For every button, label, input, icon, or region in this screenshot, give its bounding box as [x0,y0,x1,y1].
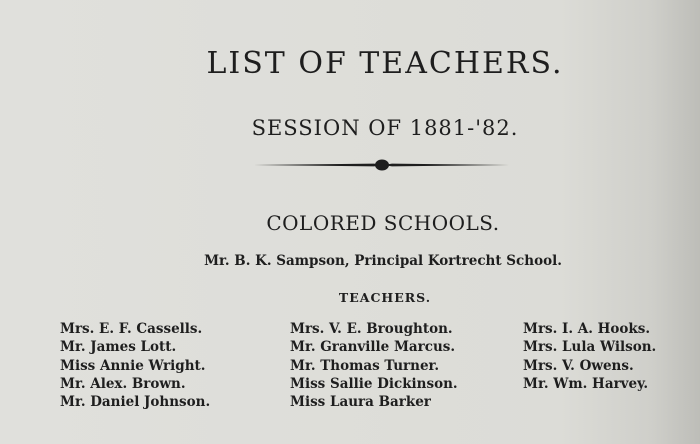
teacher-name: Mr. Granville Marcus. [290,339,456,356]
teachers-heading: TEACHERS. [338,290,432,305]
teacher-name: Miss Sallie Dickinson. [290,375,458,392]
teacher-name: Miss Laura Barker [290,394,431,411]
teacher-name: Mr. Thomas Turner. [290,357,440,374]
teacher-name: Mrs. V. E. Broughton. [290,321,453,337]
teacher-name: Mrs. I. A. Hooks. [523,321,651,337]
page-title: LIST OF TEACHERS. [206,46,564,81]
teacher-name: Mr. James Lott. [60,339,177,356]
ornamental-divider [254,155,512,175]
teacher-column-2 [290,320,458,411]
teacher-name: Mrs. Lula Wilson. [523,339,657,356]
principal-line: Mr. B. K. Sampson, Principal Kortrecht School. [204,253,562,269]
teacher-name: Mrs. E. F. Cassells. [60,321,203,337]
teacher-name: Mr. Wm. Harvey. [523,375,649,392]
teacher-column-3 [523,320,656,393]
teacher-name: Mr. Alex. Brown. [60,375,186,392]
session-subtitle: SESSION OF 1881-'82. [251,116,519,140]
teacher-column-1 [60,320,210,411]
section-heading: COLORED SCHOOLS. [266,211,500,235]
teacher-name: Miss Annie Wright. [60,357,206,374]
teacher-name: Mr. Daniel Johnson. [60,394,211,411]
teacher-name: Mrs. V. Owens. [523,357,634,374]
